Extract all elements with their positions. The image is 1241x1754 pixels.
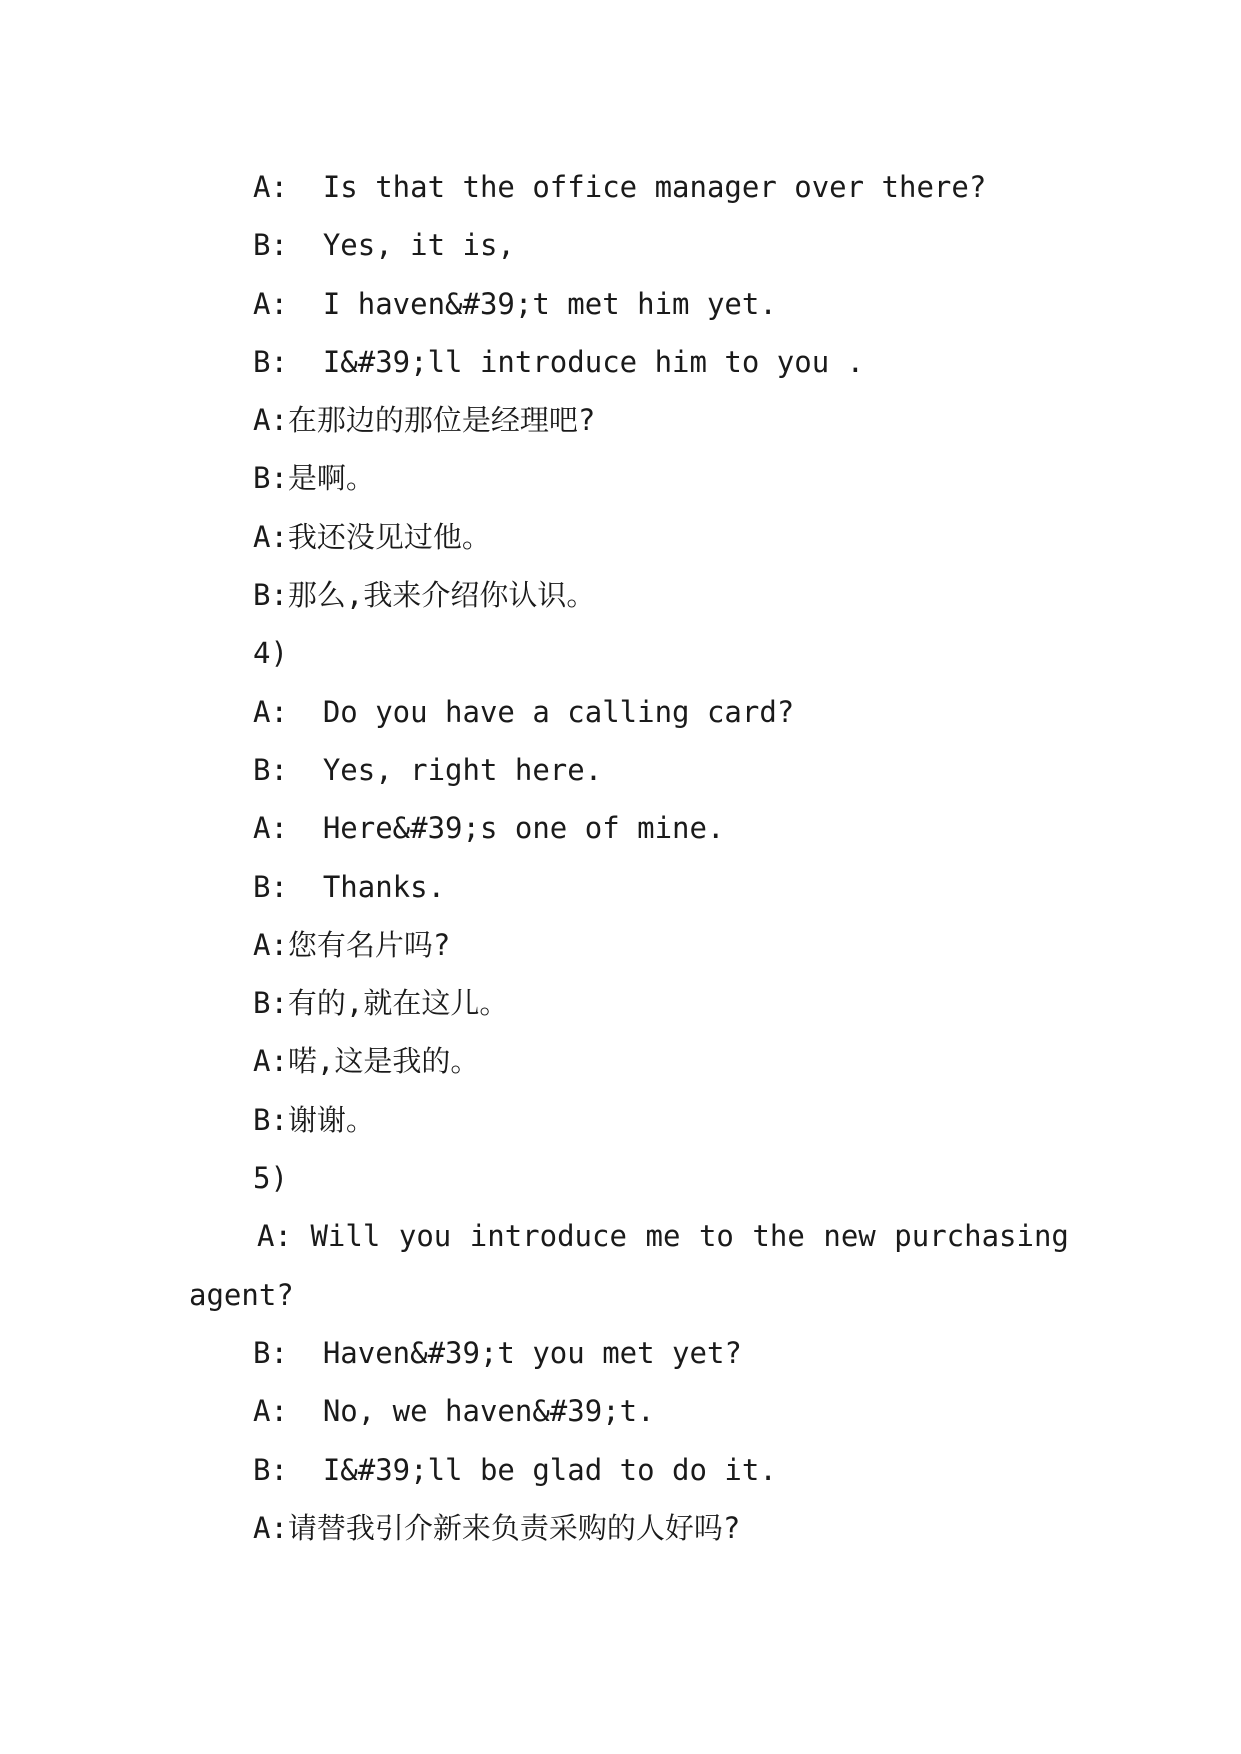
word: you — [398, 1219, 452, 1254]
word: me — [645, 1219, 681, 1254]
section-number: 4) — [253, 636, 288, 671]
dialogue-line: B:谢谢。 — [253, 1102, 375, 1137]
dialogue-line-wrapped — [189, 1207, 1069, 1265]
dialogue-line-continuation: agent? — [189, 1277, 294, 1312]
dialogue-line: A:我还没见过他。 — [253, 519, 491, 554]
word: to — [698, 1219, 734, 1254]
dialogue-line: A:在那边的那位是经理吧? — [253, 403, 596, 438]
dialogue-line: B: Thanks. — [253, 869, 446, 904]
dialogue-text — [189, 158, 1069, 1557]
word: introduce — [469, 1219, 627, 1254]
dialogue-line: A: Is that the office manager over there? — [253, 170, 987, 204]
dialogue-line: B: I&#39;ll introduce him to you . — [253, 344, 865, 379]
dialogue-line: B: Haven&#39;t you met yet? — [253, 1335, 742, 1370]
dialogue-line: B:是啊。 — [253, 461, 375, 496]
word: the — [752, 1219, 805, 1254]
dialogue-line: B:那么,我来介绍你认识。 — [253, 578, 596, 613]
dialogue-line: A: I haven&#39;t met him yet. — [253, 286, 777, 321]
word: purchasing — [894, 1219, 1069, 1254]
dialogue-line: A: No, we haven&#39;t. — [253, 1394, 655, 1429]
dialogue-line: B:有的,就在这儿。 — [253, 986, 509, 1021]
dialogue-line: A:喏,这是我的。 — [253, 1044, 480, 1079]
dialogue-line: B: I&#39;ll be glad to do it. — [253, 1452, 777, 1487]
dialogue-line: A:您有名片吗? — [253, 927, 451, 962]
dialogue-line: A: Here&#39;s one of mine. — [253, 811, 725, 846]
dialogue-line: B: Yes, right here. — [253, 752, 603, 787]
dialogue-line: B: Yes, it is, — [253, 228, 515, 263]
word: new — [823, 1219, 876, 1254]
word: A: — [257, 1219, 292, 1254]
dialogue-line: A: Do you have a calling card? — [253, 694, 795, 729]
dialogue-line: A:请替我引介新来负责采购的人好吗? — [253, 1510, 741, 1545]
word: Will — [310, 1219, 381, 1254]
section-number: 5) — [253, 1161, 288, 1196]
